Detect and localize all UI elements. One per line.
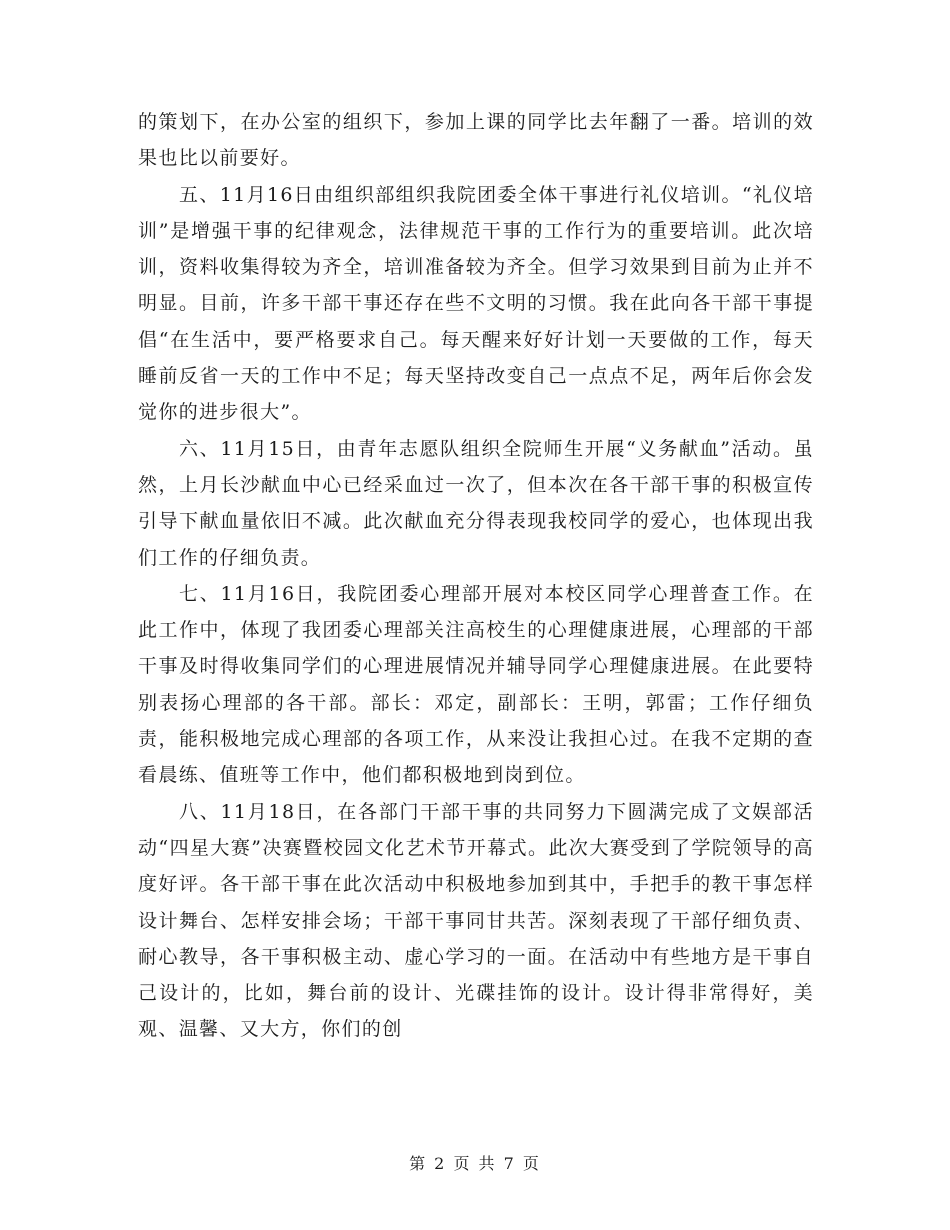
paragraph-continuation: 的策划下，在办公室的组织下，参加上课的同学比去年翻了一番。培训的效果也比以前要好。 bbox=[138, 111, 814, 170]
paragraph-item-five: 五、11月16日由组织部组织我院团委全体干事进行礼仪培训。“礼仪培训”是增强干事的纪律观念，法律规范干事的工作行为的重要培训。此次培训，资料收集得较为齐全，培训准备较为齐全。但学习效果到目前为止并不明显。目前，许多干部干事还存在些不文明的习惯。我在此向各干部干事提倡“在生活中，要严格要求自己。每天醒来好好计划一天要做的工作，每天睡前反省一天的工作中不足；每天坚持改变自己一点点不足，两年后你会发觉你的进步很大”。 bbox=[138, 183, 814, 424]
document-body bbox=[138, 104, 814, 1048]
paragraph-item-eight: 八、11月18日，在各部门干部干事的共同努力下圆满完成了文娱部活动“四星大赛”决赛暨校园文化艺术节开幕式。此次大赛受到了学院领导的高度好评。各干部干事在此次活动中积极地参加到其中，手把手的教干事怎样设计舞台、怎样安排会场；干部干事同甘共苦。深刻表现了干部仔细负责、耐心教导，各干事积极主动、虚心学习的一面。在活动中有些地方是干事自己设计的，比如，舞台前的设计、光碟挂饰的设计。设计得非常得好，美观、温馨、又大方，你们的创 bbox=[138, 800, 814, 1041]
paragraph-item-six: 六、11月15日，由青年志愿队组织全院师生开展“义务献血”活动。虽然，上月长沙献血中心已经采血过一次了，但本次在各干部干事的积极宣传引导下献血量依旧不减。此次献血充分得表现我校同学的爱心，也体现出我们工作的仔细负责。 bbox=[138, 437, 814, 569]
page-number-footer: 第 2 页 共 7 页 bbox=[409, 1154, 541, 1173]
paragraph-item-seven: 七、11月16日，我院团委心理部开展对本校区同学心理普查工作。在此工作中，体现了我团委心理部关注高校生的心理健康进展，心理部的干部干事及时得收集同学们的心理进展情况并辅导同学心理健康进展。在此要特别表扬心理部的各干部。部长：邓定，副部长：王明，郭雷；工作仔细负责，能积极地完成心理部的各项工作，从来没让我担心过。在我不定期的查看晨练、值班等工作中，他们都积极地到岗到位。 bbox=[138, 582, 814, 787]
